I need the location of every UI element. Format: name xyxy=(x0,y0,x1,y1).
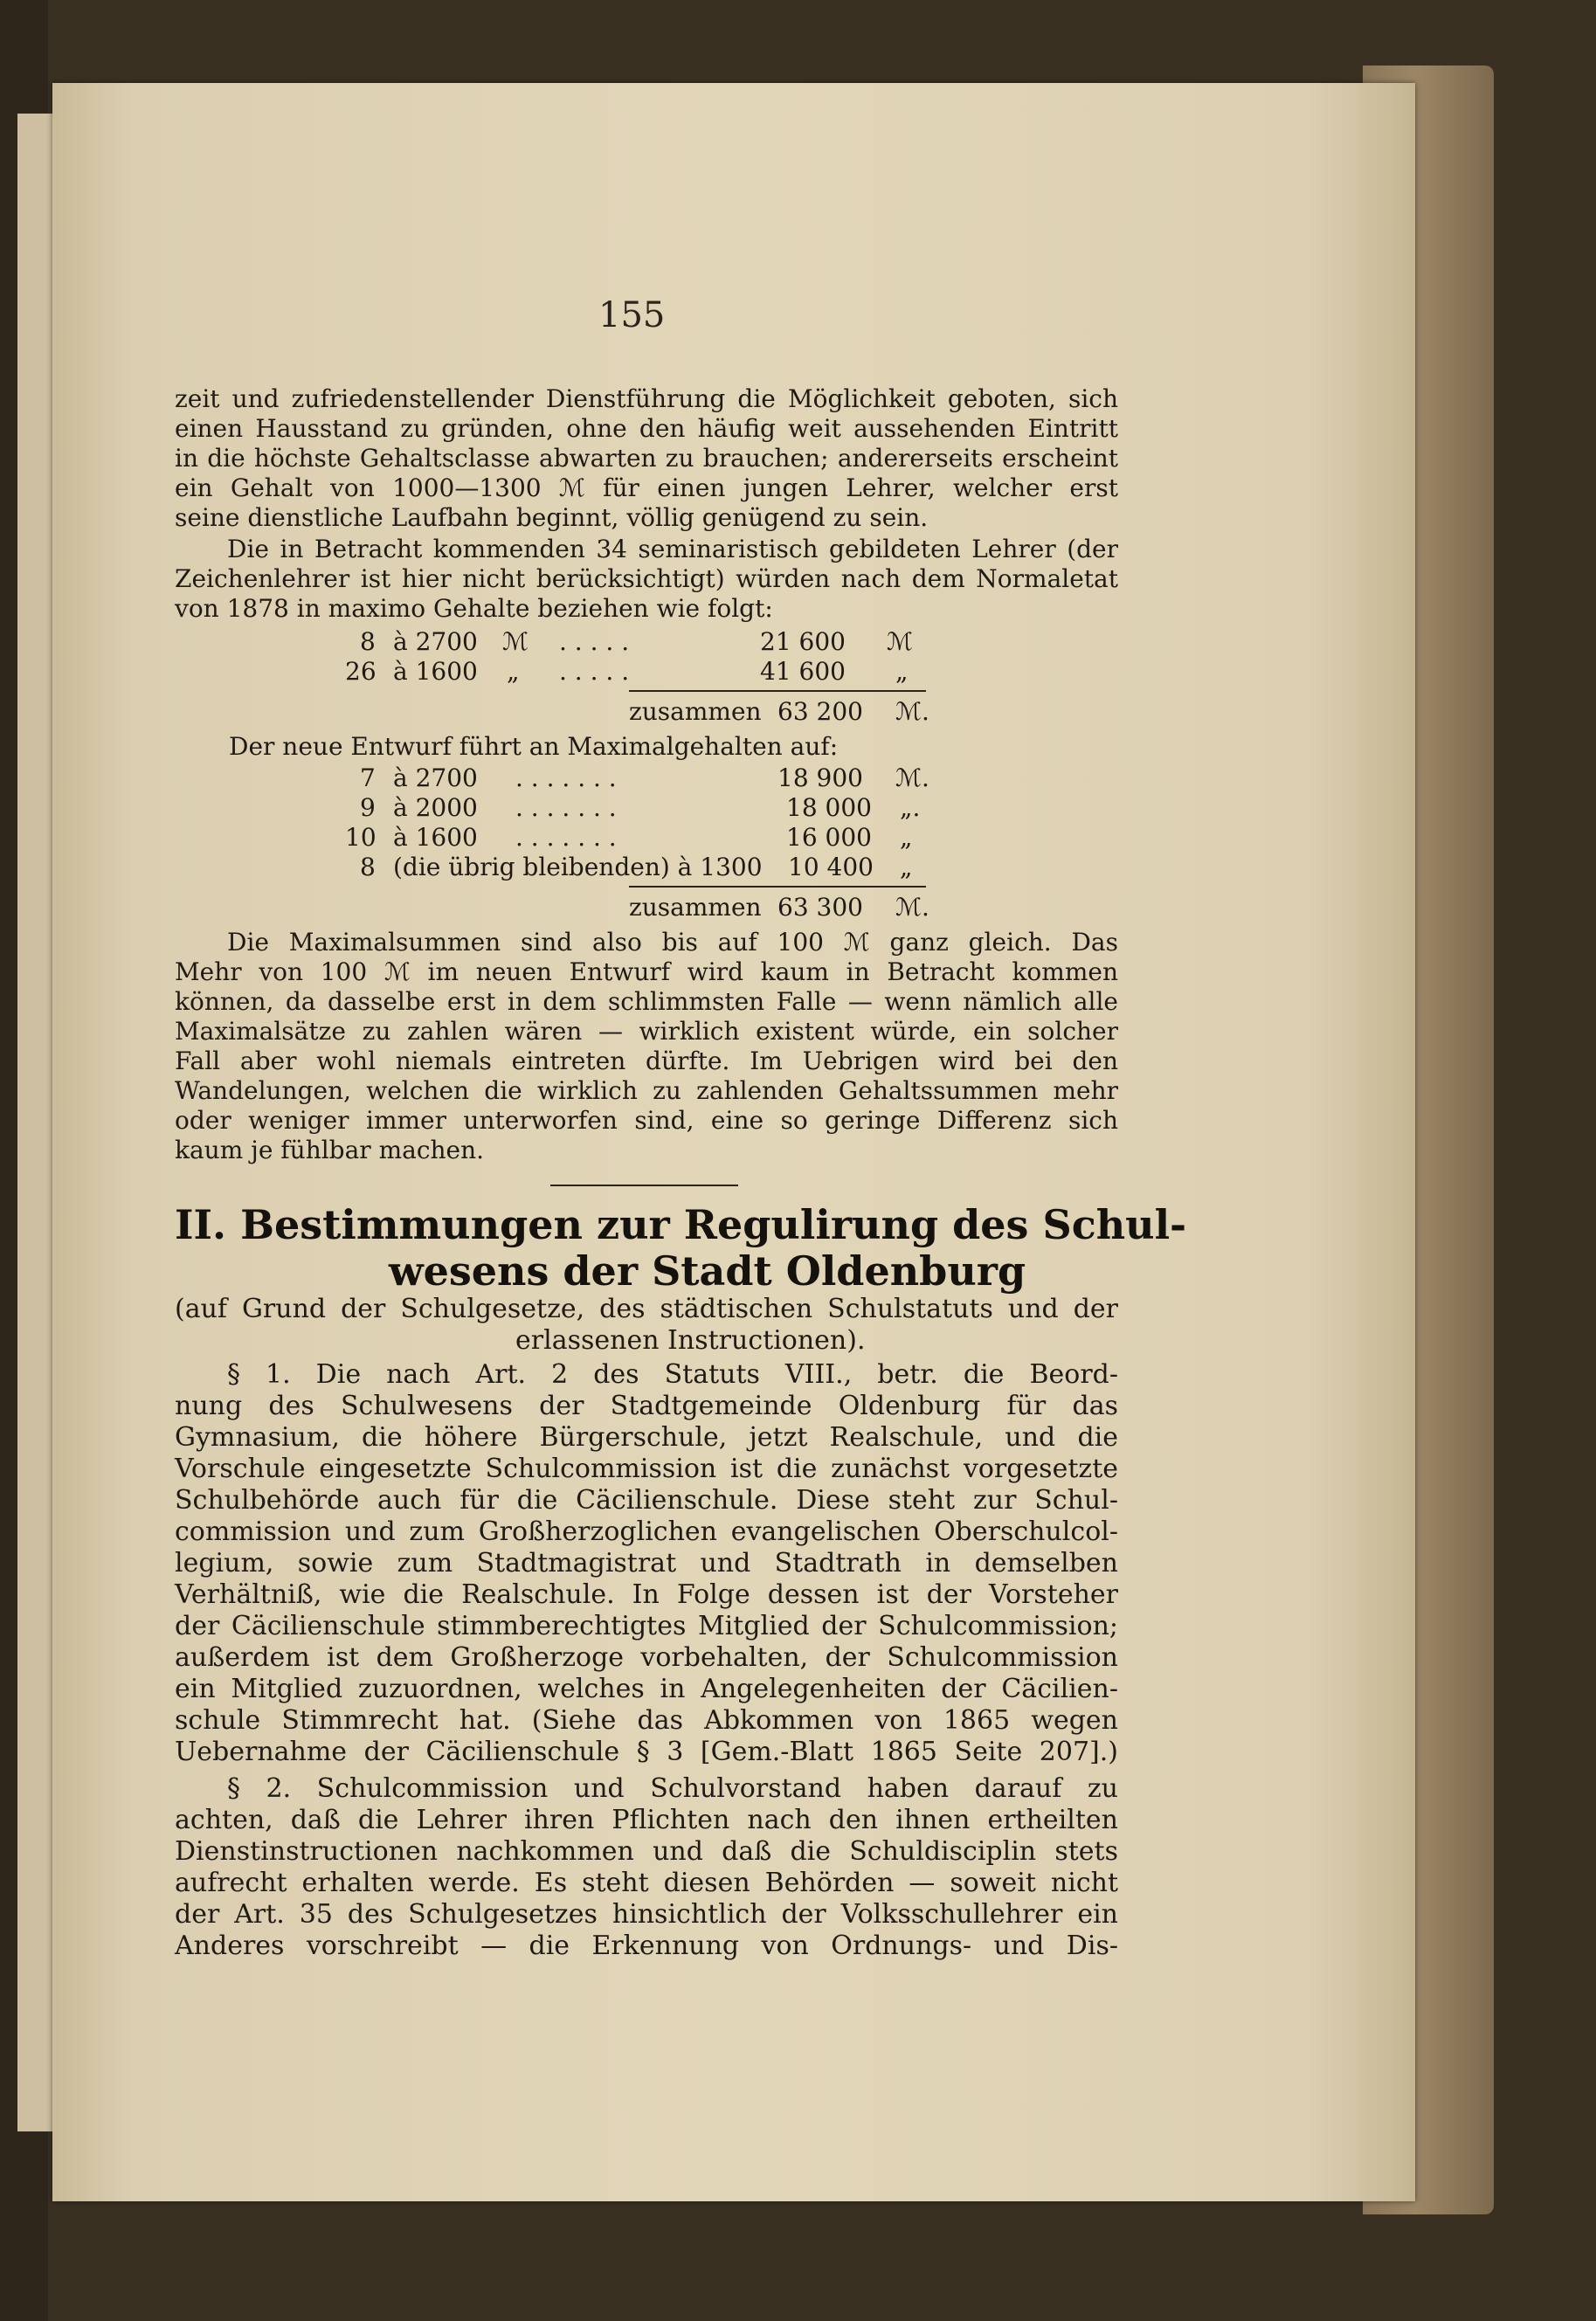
text-line: Wandelungen, welchen die wirklich zu zahlenden Gehaltssummen mehr xyxy=(175,1076,1118,1105)
rate-cell: à 2000 xyxy=(393,793,478,822)
text-line: zeit und zufriedenstellender Dienstführung die Möglichkeit geboten, sich xyxy=(175,384,1118,413)
text-line: nung des Schulwesens der Stadtgemeinde Oldenburg für das xyxy=(175,1391,1118,1421)
text-line: commission und zum Großherzoglichen evangelischen Oberschulcol- xyxy=(175,1516,1118,1547)
text-line: einen Hausstand zu gründen, ohne den häufig weit aussehenden Eintritt xyxy=(175,414,1118,443)
text-line: § 1. Die nach Art. 2 des Statuts VIII., betr. die Beord- xyxy=(227,1359,1118,1390)
rate-cell: à 2700 xyxy=(393,763,478,792)
total-cell: 21 600 xyxy=(760,627,846,656)
section-divider xyxy=(550,1185,738,1186)
leader-dots: . . . . . . . xyxy=(515,763,617,792)
text-line: in die höchste Gehaltsclasse abwarten zu brauchen; andererseits erscheint xyxy=(175,444,1118,473)
text-line: legium, sowie zum Stadtmagistrat und Stadtrath in demselben xyxy=(175,1548,1118,1578)
leader-dots: . . . . . xyxy=(559,657,630,686)
unit-cell: „ xyxy=(900,853,913,881)
sum-label: zusammen xyxy=(629,697,762,726)
text-line: der Art. 35 des Schulgesetzes hinsichtlich der Volksschullehrer ein xyxy=(175,1899,1118,1930)
total-cell: 18 000 xyxy=(786,793,872,822)
leader-dots: . . . . . . . xyxy=(515,793,617,822)
text-line: Mehr von 100 ℳ im neuen Entwurf wird kaum in Betracht kommen xyxy=(175,957,1118,986)
text-line: Zeichenlehrer ist hier nicht berücksichtigt) würden nach dem Normaletat xyxy=(175,564,1118,593)
count-cell: 7 xyxy=(360,763,376,792)
rate-cell: à 2700 xyxy=(393,627,478,656)
unit-cell: ℳ. xyxy=(895,763,929,792)
count-cell: 26 xyxy=(345,657,377,686)
text-line: achten, daß die Lehrer ihren Pflichten nach den ihnen ertheilten xyxy=(175,1805,1118,1835)
total-cell: 10 400 xyxy=(788,853,874,881)
text-line: aufrecht erhalten werde. Es steht diesen Behörden — soweit nicht xyxy=(175,1868,1118,1898)
rate-cell: (die übrig bleibenden) à 1300 xyxy=(393,853,763,881)
text-line: seine dienstliche Laufbahn beginnt, völlig genügend zu sein. xyxy=(175,503,929,532)
text-line: oder weniger immer unterworfen sind, eine so geringe Differenz sich xyxy=(175,1106,1118,1135)
unit-cell: „ xyxy=(895,657,909,686)
page-number: 155 xyxy=(598,295,666,335)
total-cell: 41 600 xyxy=(760,657,846,686)
leader-dots: . . . . . xyxy=(559,627,630,656)
text-line: Vorschule eingesetzte Schulcommission ist die zunächst vorgesetzte xyxy=(175,1454,1118,1484)
text-line: können, da dasselbe erst in dem schlimmsten Falle — wenn nämlich alle xyxy=(175,987,1118,1016)
unit-cell: ℳ xyxy=(887,627,913,656)
count-cell: 10 xyxy=(345,823,377,852)
text-line: Der neue Entwurf führt an Maximalgehalten auf: xyxy=(229,732,839,761)
text-line: erlassenen Instructionen). xyxy=(515,1325,866,1356)
sum-total: 63 200 xyxy=(777,697,863,726)
leader-dots: . . . . . . . xyxy=(515,823,617,852)
text-line: § 2. Schulcommission und Schulvorstand haben darauf zu xyxy=(227,1773,1118,1804)
count-cell: 9 xyxy=(360,793,376,822)
text-line: schule Stimmrecht hat. (Siehe das Abkommen von 1865 wegen xyxy=(175,1705,1118,1736)
text-line: Uebernahme der Cäcilienschule § 3 [Gem.-Blatt 1865 Seite 207].) xyxy=(175,1737,1118,1767)
unit-cell: „ xyxy=(900,823,913,852)
rate-cell: à 1600 xyxy=(393,657,478,686)
sum-total: 63 300 xyxy=(777,893,863,922)
count-cell: 8 xyxy=(360,627,376,656)
sum-rule xyxy=(629,886,926,888)
count-cell: 8 xyxy=(360,853,376,881)
total-cell: 16 000 xyxy=(786,823,872,852)
total-cell: 18 900 xyxy=(777,763,863,792)
text-line: der Cäcilienschule stimmberechtigtes Mitglied der Schulcommission; xyxy=(175,1611,1118,1641)
text-line: (auf Grund der Schulgesetze, des städtischen Schulstatuts und der xyxy=(175,1294,1118,1324)
section-heading-continued: wesens der Stadt Oldenburg xyxy=(389,1247,1026,1295)
text-line: Fall aber wohl niemals eintreten dürfte. Im Uebrigen wird bei den xyxy=(175,1047,1118,1075)
sum-label: zusammen xyxy=(629,893,762,922)
text-line: Die Maximalsummen sind also bis auf 100 ℳ ganz gleich. Das xyxy=(227,928,1118,957)
unit-cell: ℳ. xyxy=(895,893,929,922)
sum-rule xyxy=(629,690,926,692)
text-line: von 1878 in maximo Gehalte beziehen wie folgt: xyxy=(175,594,773,623)
text-line: Verhältniß, wie die Realschule. In Folge dessen ist der Vorsteher xyxy=(175,1579,1118,1610)
text-line: Schulbehörde auch für die Cäcilienschule. Diese steht zur Schul- xyxy=(175,1485,1118,1516)
unit-cell: ℳ xyxy=(502,627,529,656)
text-line: Anderes vorschreibt — die Erkennung von Ordnungs- und Dis- xyxy=(175,1931,1118,1961)
text-line: ein Mitglied zuzuordnen, welches in Angelegenheiten der Cäcilien- xyxy=(175,1674,1118,1704)
text-line: Dienstinstructionen nachkommen und daß die Schuldisciplin stets xyxy=(175,1836,1118,1867)
text-line: Maximalsätze zu zahlen wären — wirklich existent würde, ein solcher xyxy=(175,1017,1118,1046)
rate-cell: à 1600 xyxy=(393,823,478,852)
text-line: außerdem ist dem Großherzoge vorbehalten, der Schulcommission xyxy=(175,1642,1118,1673)
text-line: Die in Betracht kommenden 34 seminaristisch gebildeten Lehrer (der xyxy=(227,535,1118,563)
text-line: Gymnasium, die höhere Bürgerschule, jetzt Realschule, und die xyxy=(175,1422,1118,1453)
unit-cell: „. xyxy=(900,793,921,822)
section-heading: II. Bestimmungen zur Regulirung des Schul- xyxy=(175,1201,1187,1248)
text-line: ein Gehalt von 1000—1300 ℳ für einen jungen Lehrer, welcher erst xyxy=(175,473,1118,502)
unit-cell: „ xyxy=(507,657,520,686)
unit-cell: ℳ. xyxy=(895,697,929,726)
text-line: kaum je fühlbar machen. xyxy=(175,1136,485,1164)
